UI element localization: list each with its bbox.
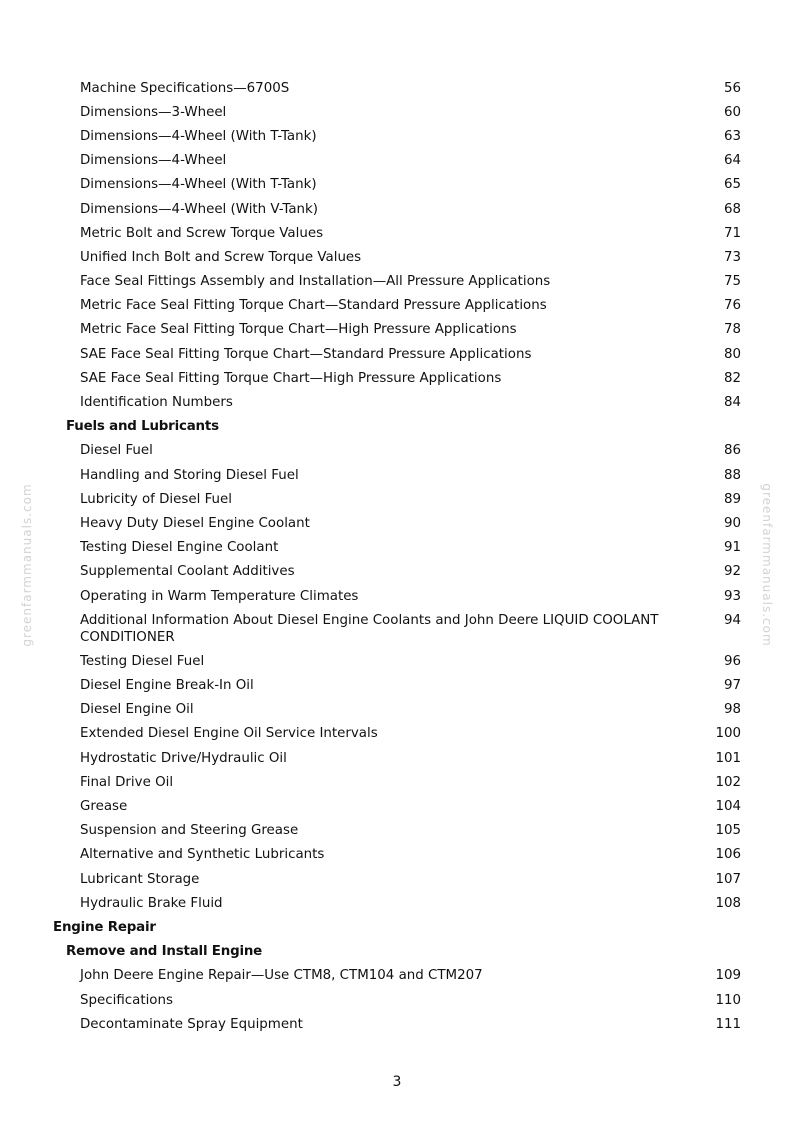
toc-entry-page-number: 92 [723, 564, 741, 580]
toc-entry-title: Handling and Storing Diesel Fuel [80, 467, 299, 483]
toc-entry[interactable] [0, 698, 794, 722]
toc-entry-title: Fuels and Lubricants [66, 419, 219, 435]
toc-entry-title: SAE Face Seal Fitting Torque Chart—High Pressure Applications [80, 370, 502, 386]
toc-entry-title: Final Drive Oil [80, 774, 174, 790]
toc-entry-page-number: 65 [723, 177, 741, 193]
toc-entry-page-number: 100 [715, 726, 741, 742]
toc-entry-title: John Deere Engine Repair—Use CTM8, CTM104 and CTM207 [80, 968, 483, 984]
toc-entry[interactable] [0, 366, 794, 390]
toc-entry[interactable] [0, 100, 794, 124]
toc-entry-page-number: 96 [723, 653, 741, 669]
toc-entry-page-number: 97 [723, 678, 741, 694]
table-of-contents [0, 76, 794, 1036]
toc-entry-title: Dimensions—4-Wheel (With V-Tank) [80, 201, 319, 217]
toc-entry-title: Dimensions—4-Wheel [80, 153, 227, 169]
toc-entry-page-number: 90 [723, 515, 741, 531]
toc-entry-page-number: 64 [723, 153, 741, 169]
toc-entry[interactable] [0, 819, 794, 843]
toc-entry-title: Suspension and Steering Grease [80, 823, 299, 839]
toc-entry-title: Alternative and Synthetic Lubricants [80, 847, 325, 863]
toc-entry-page-number: 104 [715, 799, 741, 815]
watermark-left: greenfarmmanuals.com [20, 483, 34, 647]
toc-entry-title: Specifications [80, 992, 173, 1008]
watermark-right: greenfarmmanuals.com [760, 483, 774, 647]
toc-entry[interactable] [0, 76, 794, 100]
toc-entry-page-number: 94 [723, 612, 741, 628]
toc-entry-title: Lubricant Storage [80, 871, 200, 887]
toc-entry-title: SAE Face Seal Fitting Torque Chart—Standard Pressure Applications [80, 346, 532, 362]
toc-entry-title: Dimensions—4-Wheel (With T-Tank) [80, 128, 317, 144]
toc-entry-page-number: 63 [723, 128, 741, 144]
toc-entry[interactable] [0, 649, 794, 673]
toc-entry-title: Hydraulic Brake Fluid [80, 895, 223, 911]
toc-entry-page-number: 102 [715, 774, 741, 790]
toc-entry-page-number: 88 [723, 467, 741, 483]
toc-entry-page-number: 108 [715, 895, 741, 911]
toc-entry-title: Grease [80, 799, 128, 815]
toc-entry[interactable] [0, 770, 794, 794]
toc-entry-page-number: 82 [723, 370, 741, 386]
toc-entry[interactable] [0, 149, 794, 173]
toc-entry-title: Face Seal Fittings Assembly and Installation—All Pressure Applications [80, 274, 551, 290]
toc-entry-title: Remove and Install Engine [66, 944, 263, 960]
page-number: 3 [392, 1074, 402, 1090]
toc-entry-title: Metric Face Seal Fitting Torque Chart—High Pressure Applications [80, 322, 517, 338]
toc-entry-page-number: 78 [723, 322, 741, 338]
toc-entry[interactable] [0, 270, 794, 294]
toc-entry[interactable] [0, 439, 794, 463]
toc-entry[interactable] [0, 722, 794, 746]
toc-entry[interactable] [0, 560, 794, 584]
toc-entry-page-number: 84 [723, 395, 741, 411]
toc-entry-page-number: 111 [715, 1016, 741, 1032]
toc-entry[interactable] [0, 173, 794, 197]
toc-entry-page-number: 106 [715, 847, 741, 863]
toc-entry-page-number: 93 [723, 588, 741, 604]
toc-entry-page-number: 110 [715, 992, 741, 1008]
toc-entry-page-number: 105 [715, 823, 741, 839]
toc-entry-page-number: 86 [723, 443, 741, 459]
toc-entry-title: Additional Information About Diesel Engine Coolants and John Deere LIQUID COOLANT CONDITIONER [80, 612, 659, 645]
toc-subsection-heading[interactable] [0, 940, 794, 964]
toc-entry-title: Dimensions—4-Wheel (With T-Tank) [80, 177, 317, 193]
toc-entry-page-number: 71 [723, 225, 741, 241]
toc-entry[interactable] [0, 584, 794, 608]
toc-entry[interactable] [0, 891, 794, 915]
toc-entry[interactable] [0, 463, 794, 487]
toc-section-heading[interactable] [0, 915, 794, 939]
toc-entry[interactable] [0, 318, 794, 342]
toc-entry[interactable] [0, 794, 794, 818]
toc-entry[interactable] [0, 294, 794, 318]
toc-entry-title: Diesel Engine Break-In Oil [80, 678, 254, 694]
toc-entry-title: Dimensions—3-Wheel [80, 104, 227, 120]
toc-entry-page-number: 56 [723, 80, 741, 96]
toc-entry-page-number: 76 [723, 298, 741, 314]
toc-entry-title: Diesel Fuel [80, 443, 153, 459]
toc-entry-page-number: 107 [715, 871, 741, 887]
toc-entry-title: Operating in Warm Temperature Climates [80, 588, 359, 604]
toc-entry-title: Lubricity of Diesel Fuel [80, 491, 232, 507]
toc-entry[interactable] [0, 536, 794, 560]
toc-entry[interactable] [0, 988, 794, 1012]
toc-entry-title: Engine Repair [53, 919, 156, 935]
toc-entry-title: Hydrostatic Drive/Hydraulic Oil [80, 750, 287, 766]
toc-entry-title: Testing Diesel Engine Coolant [80, 540, 279, 556]
toc-entry[interactable] [0, 867, 794, 891]
toc-entry-page-number: 109 [715, 968, 741, 984]
toc-entry-page-number: 98 [723, 702, 741, 718]
toc-entry-title: Metric Bolt and Screw Torque Values [80, 225, 324, 241]
toc-entry[interactable] [0, 746, 794, 770]
toc-entry-title: Extended Diesel Engine Oil Service Intervals [80, 726, 378, 742]
toc-entry-page-number: 75 [723, 274, 741, 290]
toc-entry[interactable] [0, 674, 794, 698]
toc-entry-title: Machine Specifications—6700S [80, 80, 290, 96]
toc-entry-title: Heavy Duty Diesel Engine Coolant [80, 515, 310, 531]
toc-entry-page-number: 89 [723, 491, 741, 507]
toc-entry[interactable] [0, 487, 794, 511]
toc-entry[interactable] [0, 608, 794, 649]
toc-entry[interactable] [0, 390, 794, 414]
toc-entry[interactable] [0, 124, 794, 148]
toc-entry-title: Metric Face Seal Fitting Torque Chart—Standard Pressure Applications [80, 298, 547, 314]
toc-entry-title: Diesel Engine Oil [80, 702, 194, 718]
toc-entry-page-number: 91 [723, 540, 741, 556]
toc-entry-title: Identification Numbers [80, 395, 233, 411]
toc-entry-page-number: 73 [723, 249, 741, 265]
toc-entry[interactable] [0, 964, 794, 988]
toc-entry-page-number: 68 [723, 201, 741, 217]
toc-entry-page-number: 60 [723, 104, 741, 120]
toc-entry[interactable] [0, 197, 794, 221]
toc-entry[interactable] [0, 1012, 794, 1036]
toc-entry-title: Testing Diesel Fuel [80, 653, 205, 669]
toc-entry-title: Unified Inch Bolt and Screw Torque Values [80, 249, 362, 265]
toc-entry[interactable] [0, 342, 794, 366]
toc-entry[interactable] [0, 843, 794, 867]
toc-entry[interactable] [0, 245, 794, 269]
toc-subsection-heading[interactable] [0, 415, 794, 439]
toc-entry-page-number: 101 [715, 750, 741, 766]
toc-entry[interactable] [0, 221, 794, 245]
toc-entry-page-number: 80 [723, 346, 741, 362]
toc-entry-title: Decontaminate Spray Equipment [80, 1016, 303, 1032]
toc-entry[interactable] [0, 511, 794, 535]
toc-entry-title: Supplemental Coolant Additives [80, 564, 295, 580]
